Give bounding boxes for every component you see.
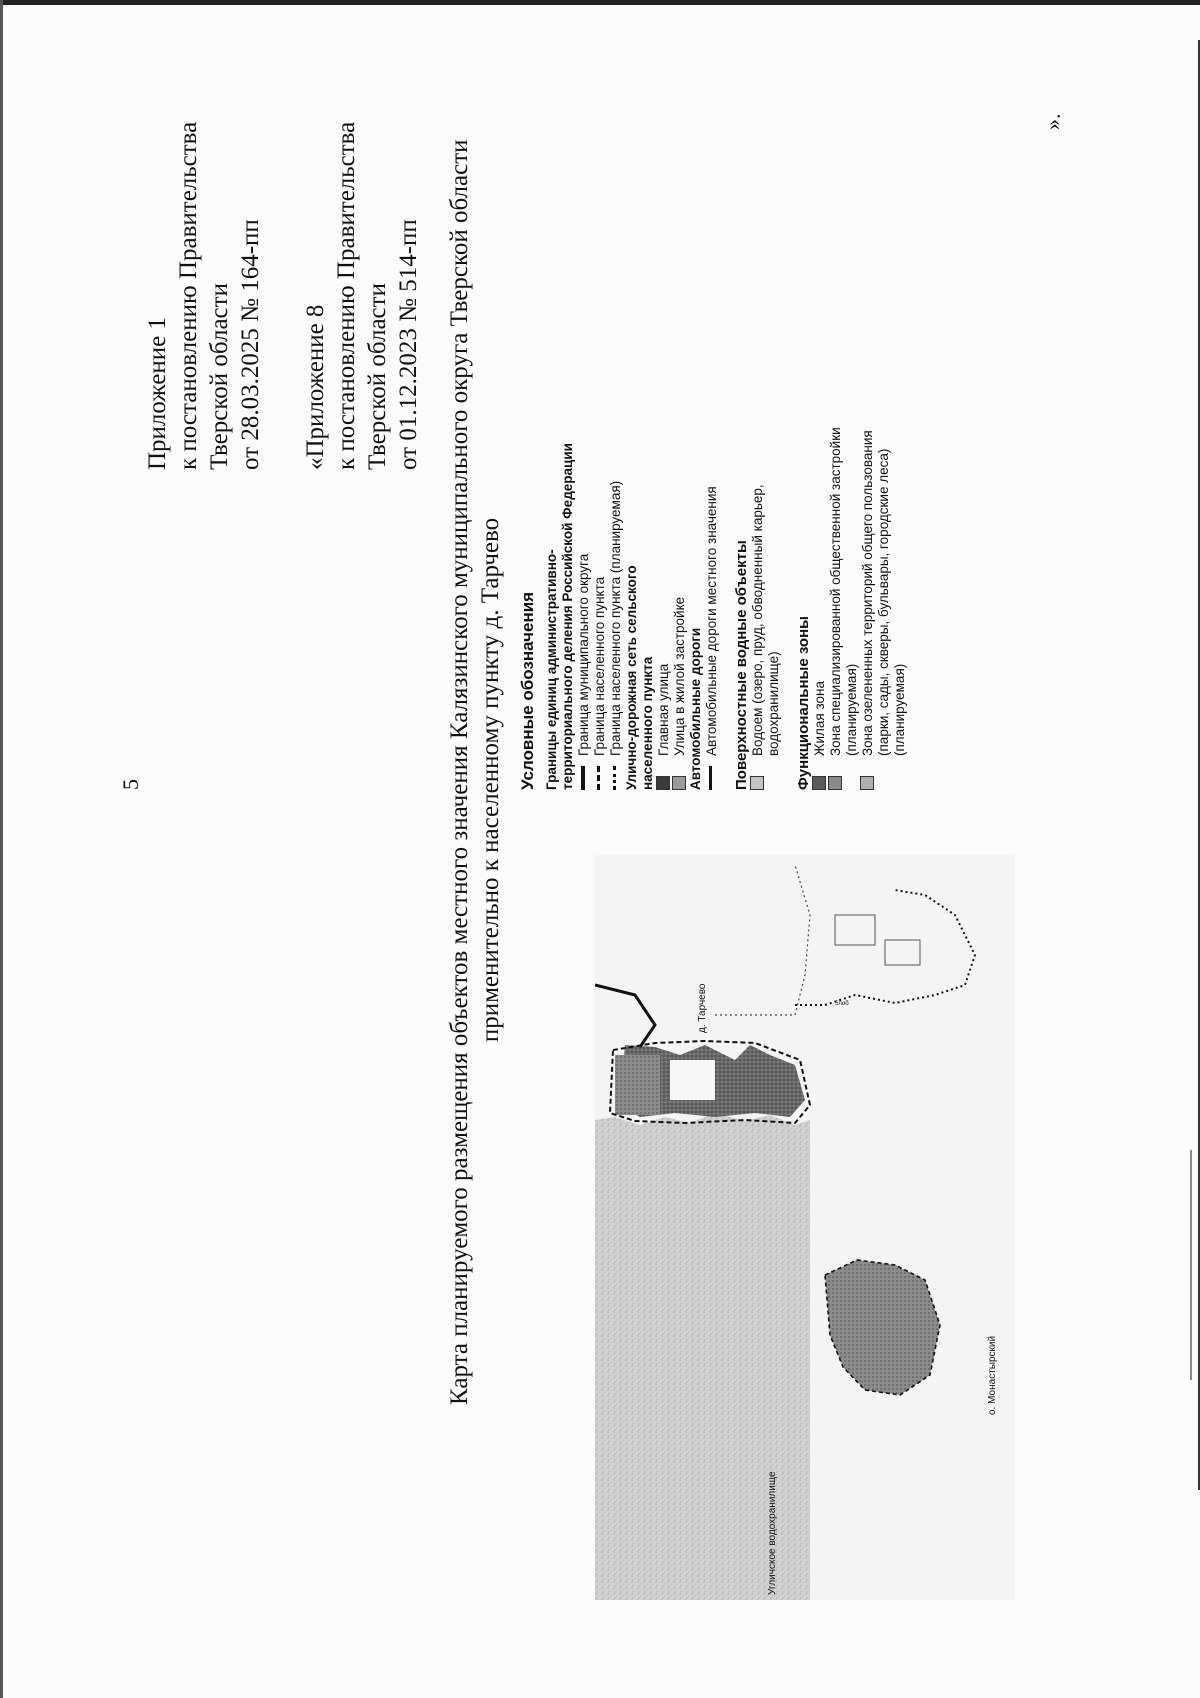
label-small: 5лоб <box>835 1001 849 1007</box>
water-swatch <box>750 776 764 790</box>
appendix-current-line4: от 28.03.2025 № 164-пп <box>237 219 264 470</box>
appendix-amended <box>300 122 424 470</box>
legend-title: Условные обозначения <box>518 591 537 790</box>
appendix-current <box>142 122 266 470</box>
legend-item-border-settlement-planned: Граница населенного пункта (планируемая) <box>608 90 624 790</box>
legend-item-residential-street: Улица в жилой застройке <box>672 90 688 790</box>
public-zone-swatch <box>828 776 842 790</box>
legend-item-water-body: Водоем (озеро, пруд, обводненный карьер, водохранилище) <box>750 90 782 790</box>
scan-edge-left <box>0 0 3 1698</box>
map-title-line2: применительно к населенному пункту д. Тарчево <box>477 517 504 1043</box>
legend-borders-heading-2: территориального деления Российской Федерации <box>560 443 575 790</box>
map-title-line1: Карта планируемого размещения объектов местного значения Калязинского муниципального округа Тверской области <box>446 139 473 1405</box>
scan-edge-right-mark <box>1190 1150 1192 1380</box>
residential-zone-swatch <box>812 776 826 790</box>
appendix-current-line1: Приложение 1 <box>144 317 171 470</box>
map-title <box>444 139 506 1405</box>
legend-item-main-street: Главная улица <box>656 90 672 790</box>
legend-street-heading-2: населенного пункта <box>640 656 655 790</box>
public-zone-area <box>615 1055 660 1115</box>
legend-item-border-settlement: Граница населенного пункта <box>592 90 608 790</box>
settlement-border-symbol <box>597 766 600 790</box>
legend-street-heading-1: Улично-дорожная сеть сельского <box>624 565 639 790</box>
legend-item-zone-residential: Жилая зона <box>812 90 828 790</box>
legend-water-heading: Поверхностные водные объекты <box>733 540 750 790</box>
label-reservoir: Угличское водохранилище <box>767 1471 778 1595</box>
clearing-area <box>670 1060 715 1100</box>
legend-item-zone-public: Зона специализированной общественной застройки (планируемая) <box>828 90 860 790</box>
scan-edge-top <box>0 0 1200 5</box>
main-street-swatch <box>656 776 670 790</box>
appendix-current-line3: Тверской области <box>206 283 233 470</box>
page-number: 5 <box>118 779 143 790</box>
appendix-current-line2: к постановлению Правительства <box>175 121 202 470</box>
label-village: д. Тарчево <box>697 983 708 1033</box>
settlement-map <box>595 855 1015 1600</box>
municipal-border-symbol <box>581 766 585 790</box>
residential-street-swatch <box>672 776 686 790</box>
local-road-symbol <box>709 766 712 790</box>
legend-borders-heading-1: Границы единиц административно- <box>544 549 559 790</box>
appendix-amended-line1: «Приложение 8 <box>302 304 329 470</box>
legend-item-zone-green: Зона озелененных территорий общего пользования (парки, сады, скверы, бульвары, городские леса) (планируемая) <box>860 90 908 790</box>
legend-roads-heading: Автомобильные дороги <box>688 627 703 790</box>
appendix-amended-line4: от 01.12.2023 № 514-пп <box>395 219 422 470</box>
closing-quote: ». <box>1040 113 1065 130</box>
map-legend <box>520 90 908 790</box>
legend-item-local-roads: Автомобильные дороги местного значения <box>704 90 720 790</box>
label-island: о. Монастырский <box>987 1335 998 1415</box>
legend-item-border-municipal: Граница муниципального округа <box>576 90 592 790</box>
green-zone-swatch <box>860 776 874 790</box>
appendix-amended-line3: Тверской области <box>364 283 391 470</box>
appendix-amended-line2: к постановлению Правительства <box>333 121 360 470</box>
settlement-border-planned-symbol <box>613 766 616 790</box>
legend-zones-heading: Функциональные зоны <box>795 616 812 790</box>
